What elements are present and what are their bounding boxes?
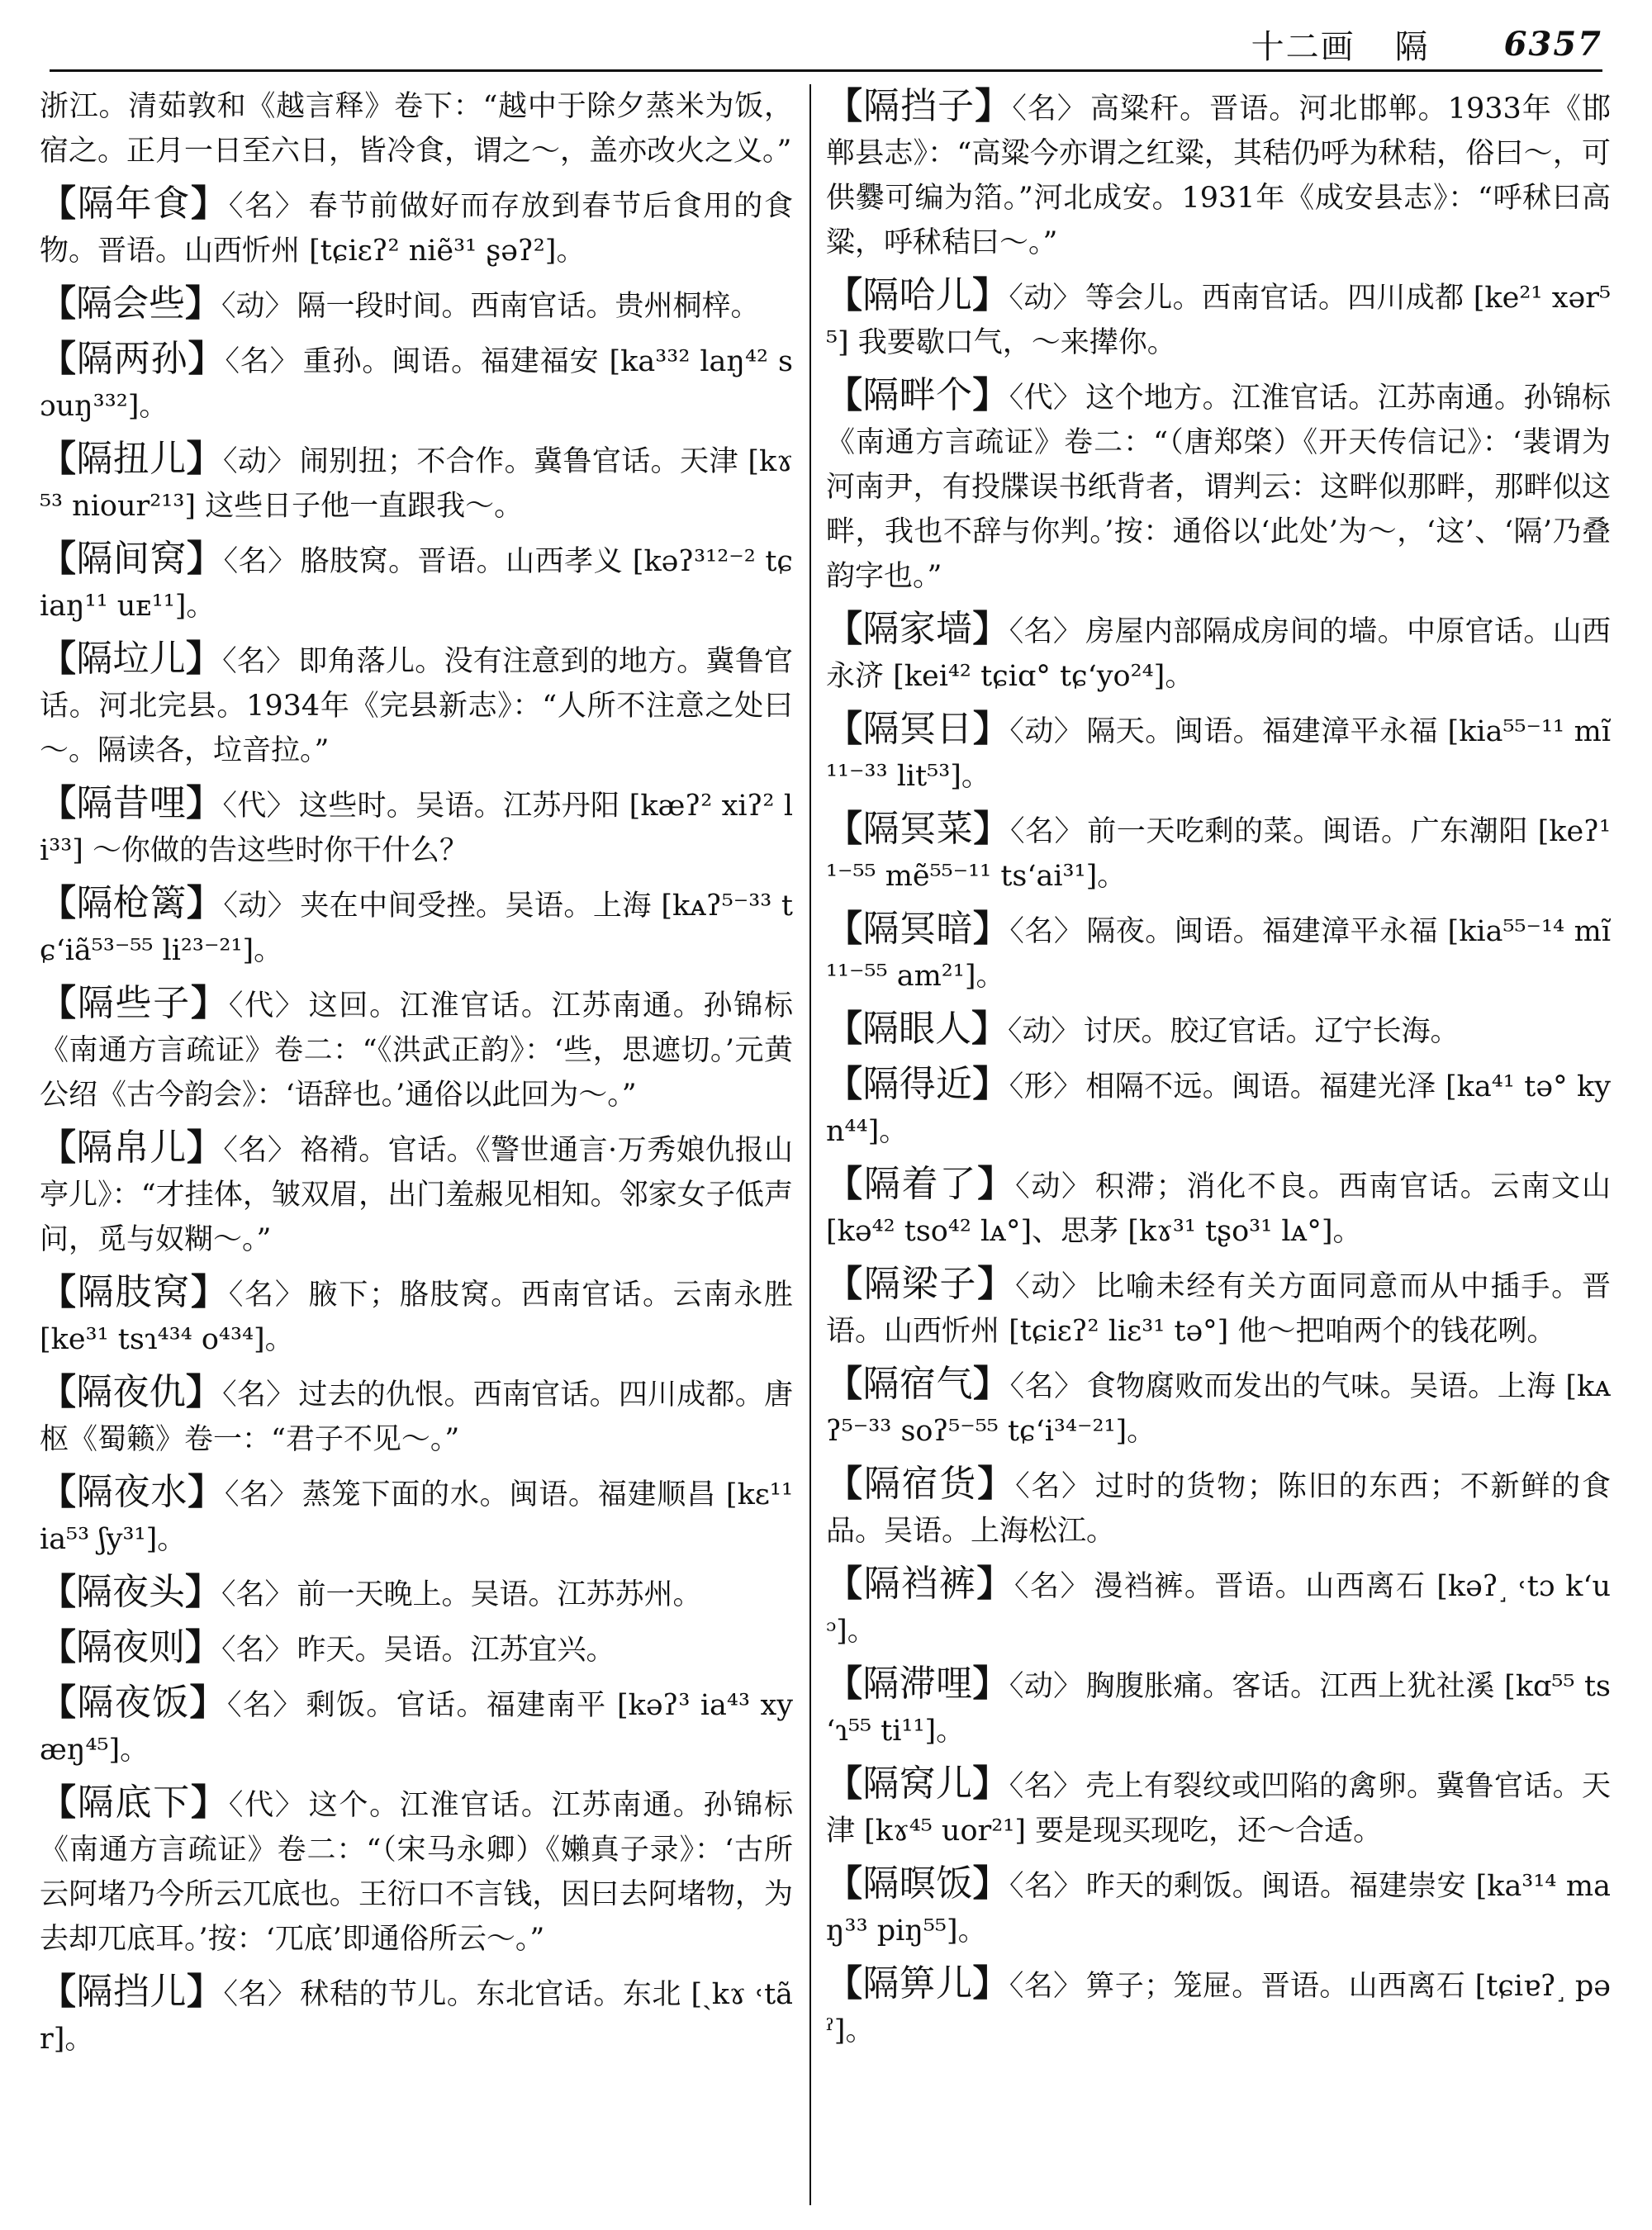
headword-text: 隔窝儿 xyxy=(862,1763,973,1805)
entry-headword xyxy=(40,538,224,580)
dictionary-entry xyxy=(826,707,1611,799)
entry-headword xyxy=(40,282,221,325)
headword-text: 隔夜则 xyxy=(76,1626,185,1668)
bracket-close: 】 xyxy=(976,1563,1014,1605)
definition-text: 隔夜。闽语。福建漳平永福 [kia⁵⁵⁻¹⁴ mĩ¹¹⁻⁵⁵ am²¹]。 xyxy=(826,915,1611,993)
entry-headword xyxy=(40,1571,221,1613)
definition-text: 相隔不远。闽语。福建光泽 [ka⁴¹ tə° kyn⁴⁴]。 xyxy=(826,1070,1611,1148)
part-of-speech: 〈名〉 xyxy=(222,645,296,678)
entry-headword xyxy=(40,1626,221,1668)
bracket-close: 】 xyxy=(186,438,224,480)
entry-headword xyxy=(40,1682,227,1724)
bracket-open: 【 xyxy=(826,1008,862,1050)
dictionary-entry xyxy=(826,1162,1611,1254)
dictionary-entry xyxy=(40,637,793,773)
bracket-open: 【 xyxy=(40,1127,77,1169)
bracket-close: 】 xyxy=(977,1163,1016,1205)
entry-headword xyxy=(826,808,1010,850)
headword-text: 隔枪篱 xyxy=(76,882,187,924)
definition-text: 箅子；笼屉。晋语。山西离石 [tɕiɐʔ˼ pəˀ]。 xyxy=(826,1970,1611,2047)
entry-headword xyxy=(826,908,1009,950)
entry-headword xyxy=(40,1271,229,1313)
dictionary-entry xyxy=(40,337,793,429)
bracket-open: 【 xyxy=(40,1371,77,1413)
bracket-close: 】 xyxy=(191,982,229,1024)
bracket-close: 】 xyxy=(972,908,1010,950)
part-of-speech: 〈动〉 xyxy=(1015,1170,1092,1203)
entry-headword xyxy=(826,1263,1015,1305)
definition-text: 昨天的剩饭。闽语。福建崇安 [ka³¹⁴ maŋ³³ piŋ⁵⁵]。 xyxy=(826,1870,1611,1948)
entry-headword xyxy=(40,1371,222,1413)
part-of-speech: 〈名〉 xyxy=(1014,1570,1091,1603)
part-of-speech: 〈名〉 xyxy=(223,1978,297,2011)
bracket-close: 】 xyxy=(186,782,223,824)
definition-text: 食物腐败而发出的气味。吴语。上海 [kᴀʔ⁵⁻³³ soʔ⁵⁻⁵⁵ tɕʻi³⁴⁻²¹]。 xyxy=(826,1370,1611,1448)
definition-text: 闹别扭；不合作。冀鲁官话。天津 [kɤ⁵³ niour²¹³] 这些日子他一直跟我～。 xyxy=(40,445,793,523)
bracket-open: 【 xyxy=(40,782,77,824)
definition-text: 昨天。吴语。江苏宜兴。 xyxy=(297,1634,615,1667)
bracket-close: 】 xyxy=(973,1363,1010,1405)
definition-text: 这些时。吴语。江苏丹阳 [kæʔ² xiʔ² li³³] ～你做的告这些时你干什么？ xyxy=(40,790,793,867)
bracket-close: 】 xyxy=(185,1571,221,1613)
dictionary-entry xyxy=(826,1462,1611,1554)
definition-text: 过时的货物；陈旧的东西；不新鲜的食品。吴语。上海松江。 xyxy=(826,1470,1611,1548)
headword-text: 隔垃儿 xyxy=(76,638,186,680)
part-of-speech: 〈名〉 xyxy=(1009,1770,1083,1803)
right-entries xyxy=(826,84,1611,2053)
bracket-close: 】 xyxy=(972,608,1009,650)
part-of-speech: 〈名〉 xyxy=(221,1634,294,1667)
definition-text: 剩饭。官话。福建南平 [kəʔ³ ia⁴³ xyæŋ⁴⁵]。 xyxy=(40,1689,793,1767)
definition-text: 前一天晚上。吴语。江苏苏州。 xyxy=(297,1578,702,1611)
bracket-close: 】 xyxy=(191,1782,229,1824)
dictionary-entry xyxy=(40,1370,793,1462)
definition-text: 前一天吃剩的菜。闽语。广东潮阳 [keʔ¹¹⁻⁵⁵ mẽ⁵⁵⁻¹¹ tsʻai³¹]。 xyxy=(826,815,1611,893)
headword-text: 隔年食 xyxy=(77,183,192,225)
bracket-open: 【 xyxy=(40,1782,78,1824)
definition-text: 高粱秆。晋语。河北邯郸。1933年《邯郸县志》：“高粱今亦谓之红粱，其秸仍呼为秫秸，俗曰～，可供爨可编为箔。”河北成安。1931年《成安县志》：“呼秫曰高粱，呼秫秸曰～。” xyxy=(826,93,1611,259)
bracket-open: 【 xyxy=(40,538,77,580)
headword-text: 隔夜仇 xyxy=(76,1371,186,1413)
headword-text: 隔挡儿 xyxy=(76,1971,187,2013)
bracket-close: 】 xyxy=(977,1463,1016,1505)
dictionary-entry xyxy=(40,1126,793,1262)
definition-text: 胳肢窝。晋语。山西孝义 [kəʔ³¹²⁻² tɕiaŋ¹¹ uᴇ¹¹]。 xyxy=(40,545,793,623)
entry-headword xyxy=(826,1663,1009,1705)
part-of-speech: 〈名〉 xyxy=(1015,1470,1092,1503)
headword-text: 隔两孙 xyxy=(76,338,188,380)
definition-text: 过去的仇恨。西南官话。四川成都。唐枢《蜀籁》卷一：“君子不见～。” xyxy=(40,1378,793,1456)
bracket-close: 】 xyxy=(191,1271,229,1313)
definition-text: 隔一段时间。西南官话。贵州桐梓。 xyxy=(297,290,760,323)
definition-text: 讨厌。胶辽官话。辽宁长海。 xyxy=(1083,1015,1460,1048)
page-number: 6357 xyxy=(1503,24,1602,64)
part-of-speech: 〈名〉 xyxy=(222,1378,296,1412)
bracket-open: 【 xyxy=(40,1626,76,1668)
part-of-speech: 〈形〉 xyxy=(1009,1070,1083,1103)
bracket-close: 】 xyxy=(971,1008,1008,1050)
part-of-speech: 〈名〉 xyxy=(1009,615,1083,648)
bracket-open: 【 xyxy=(826,1563,864,1605)
bracket-open: 【 xyxy=(40,982,78,1024)
entry-headword xyxy=(40,1471,225,1513)
bracket-open: 【 xyxy=(40,438,77,480)
part-of-speech: 〈名〉 xyxy=(228,190,306,223)
entry-headword xyxy=(826,85,1012,127)
bracket-open: 【 xyxy=(40,282,76,325)
dictionary-entry xyxy=(40,437,793,529)
definition-text: 等会儿。西南官话。四川成都 [ke²¹ xər⁵⁵] 我要歇口气，～来撵你。 xyxy=(826,282,1611,359)
headword-text: 隔会些 xyxy=(76,282,185,325)
dictionary-entry xyxy=(40,1970,793,2062)
bracket-open: 【 xyxy=(826,1063,863,1105)
entry-headword xyxy=(40,982,229,1024)
dictionary-entry xyxy=(826,607,1611,699)
headword-text: 隔宿气 xyxy=(862,1363,974,1405)
part-of-speech: 〈名〉 xyxy=(228,1279,306,1312)
right-column xyxy=(826,84,1611,2213)
headword-text: 隔夜饭 xyxy=(77,1682,190,1724)
part-of-speech: 〈动〉 xyxy=(1009,282,1082,315)
part-of-speech: 〈名〉 xyxy=(226,1689,303,1722)
part-of-speech: 〈名〉 xyxy=(1009,1970,1083,2003)
dictionary-entry xyxy=(826,1762,1611,1853)
bracket-open: 【 xyxy=(826,1463,864,1505)
dictionary-entry xyxy=(826,1362,1611,1454)
part-of-speech: 〈名〉 xyxy=(223,1134,297,1167)
definition-text: 重孙。闽语。福建福安 [ka³³² laŋ⁴² sɔuŋ³³²]。 xyxy=(40,345,793,423)
definition-text: 壳上有裂纹或凹陷的禽卵。冀鲁官话。天津 [kɤ⁴⁵ uor²¹] 要是现买现吃，还～合适。 xyxy=(826,1770,1611,1848)
headword-text: 隔昔哩 xyxy=(76,782,187,824)
entry-headword xyxy=(826,1163,1015,1205)
dictionary-entry xyxy=(826,807,1611,899)
dictionary-entry xyxy=(826,1962,1611,2053)
part-of-speech: 〈动〉 xyxy=(223,445,297,478)
bracket-open: 【 xyxy=(40,882,77,924)
bracket-open: 【 xyxy=(826,608,863,650)
definition-text: 比喻未经有关方面同意而从中插手。晋语。山西忻州 [tɕiɛʔ² liɛ³¹ tə°] 他～把咱两个的钱花咧。 xyxy=(826,1270,1611,1348)
dictionary-entry xyxy=(40,1270,793,1362)
definition-text: 胸腹胀痛。客话。江西上犹社溪 [kɑ⁵⁵ tsʻɿ⁵⁵ ti¹¹]。 xyxy=(826,1670,1611,1748)
part-of-speech: 〈名〉 xyxy=(1009,815,1085,848)
column-divider xyxy=(809,84,811,2205)
dictionary-entry xyxy=(40,1681,793,1772)
bracket-open: 【 xyxy=(40,338,77,380)
headword-text: 隔暝饭 xyxy=(862,1862,973,1905)
left-entries xyxy=(40,182,793,2062)
bracket-close: 】 xyxy=(972,1663,1009,1705)
headword-text: 隔箅儿 xyxy=(862,1962,973,2005)
part-of-speech: 〈名〉 xyxy=(1009,915,1084,948)
bracket-close: 】 xyxy=(972,374,1009,416)
headword-text: 隔滞哩 xyxy=(862,1663,973,1705)
part-of-speech: 〈代〉 xyxy=(228,989,306,1022)
entry-headword xyxy=(40,183,229,225)
bracket-close: 】 xyxy=(972,1962,1009,2005)
bracket-open: 【 xyxy=(826,274,863,316)
dictionary-entry xyxy=(826,84,1611,265)
running-head xyxy=(50,18,1602,72)
bracket-open: 【 xyxy=(40,1971,77,2013)
headword-text: 隔冥日 xyxy=(862,708,973,750)
entry-headword xyxy=(826,708,1009,750)
bracket-close: 】 xyxy=(188,338,225,380)
part-of-speech: 〈动〉 xyxy=(1009,715,1084,748)
bracket-open: 【 xyxy=(826,1263,864,1305)
part-of-speech: 〈名〉 xyxy=(223,545,297,578)
bracket-close: 】 xyxy=(187,538,224,580)
headword-text: 隔家墙 xyxy=(862,608,973,650)
bracket-open: 【 xyxy=(826,1363,863,1405)
bracket-close: 】 xyxy=(185,638,223,680)
headword-text: 隔底下 xyxy=(77,1782,192,1824)
headword-text: 隔眼人 xyxy=(862,1008,971,1050)
bracket-close: 】 xyxy=(189,1682,227,1724)
part-of-speech: 〈动〉 xyxy=(1015,1270,1092,1303)
bracket-open: 【 xyxy=(826,908,863,950)
dictionary-entry xyxy=(40,1781,793,1962)
bracket-open: 【 xyxy=(826,1663,863,1705)
bracket-open: 【 xyxy=(826,1763,863,1805)
bracket-close: 】 xyxy=(188,1471,225,1513)
definition-text: 房屋内部隔成房间的墙。中原官话。山西永济 [kei⁴² tɕiɑ° tɕʻyo²⁴]。 xyxy=(826,615,1611,693)
dictionary-entry xyxy=(826,907,1611,999)
headword-text: 隔裆裤 xyxy=(863,1563,977,1605)
entry-headword xyxy=(826,274,1009,316)
dictionary-entry xyxy=(826,1062,1611,1154)
bracket-open: 【 xyxy=(826,808,863,850)
entry-headword xyxy=(40,438,223,480)
section-label: 十二画 xyxy=(1251,27,1355,66)
entry-headword xyxy=(40,882,223,924)
headword-text: 隔宿货 xyxy=(863,1463,978,1505)
definition-text: 春节前做好而存放到春节后食用的食物。晋语。山西忻州 [tɕiɛʔ² niẽ³¹ ʂəʔ²]。 xyxy=(40,190,793,268)
dictionary-entry xyxy=(826,1662,1611,1753)
entry-headword xyxy=(40,1971,223,2013)
entry-headword xyxy=(826,1763,1009,1805)
part-of-speech: 〈名〉 xyxy=(221,1578,294,1611)
definition-text: 这个地方。江淮官话。江苏南通。孙锦标《南通方言疏证》卷二：“（唐郑棨）《开天传信记》：‘裴谓为河南尹，有投牒误书纸背者，谓判云：这畔似那畔，那畔似这畔，我也不辞与你判。’按：通俗以‘此处’为～，‘这’、‘隔’乃叠韵字也。” xyxy=(826,382,1611,593)
bracket-close: 】 xyxy=(972,1063,1009,1105)
entry-headword xyxy=(826,1063,1009,1105)
bracket-close: 】 xyxy=(186,882,224,924)
bracket-close: 】 xyxy=(975,85,1013,127)
left-column xyxy=(40,84,793,2213)
headword-text: 隔夜水 xyxy=(76,1471,188,1513)
dictionary-entry xyxy=(40,781,793,873)
part-of-speech: 〈代〉 xyxy=(228,1789,306,1822)
bracket-open: 【 xyxy=(40,183,78,225)
headword-text: 隔些子 xyxy=(77,982,192,1024)
headword-text: 隔夜头 xyxy=(76,1571,185,1613)
dictionary-entry xyxy=(40,1570,793,1617)
headword-text: 隔哈儿 xyxy=(862,274,973,316)
headword-text: 隔着了 xyxy=(863,1163,978,1205)
part-of-speech: 〈名〉 xyxy=(225,345,300,378)
bracket-open: 【 xyxy=(40,1271,78,1313)
bracket-open: 【 xyxy=(826,1163,864,1205)
entry-headword xyxy=(40,1782,229,1824)
headword-text: 隔冥菜 xyxy=(862,808,974,850)
entry-headword xyxy=(40,638,222,680)
part-of-speech: 〈名〉 xyxy=(1012,93,1087,126)
dictionary-entry xyxy=(826,1862,1611,1953)
headword-text: 隔扭儿 xyxy=(76,438,187,480)
part-of-speech: 〈动〉 xyxy=(1008,1015,1080,1048)
bracket-close: 】 xyxy=(972,274,1009,316)
headword-text: 隔肢窝 xyxy=(77,1271,192,1313)
part-of-speech: 〈代〉 xyxy=(1009,382,1083,415)
entry-headword xyxy=(826,1008,1008,1050)
bracket-close: 】 xyxy=(972,1862,1010,1905)
dictionary-entry xyxy=(826,273,1611,365)
bracket-close: 】 xyxy=(973,808,1010,850)
dictionary-entry xyxy=(40,282,793,329)
definition-text: 蒸笼下面的水。闽语。福建顺昌 [kɛ¹¹ ia⁵³ ʃy³¹]。 xyxy=(40,1478,793,1556)
dictionary-entry xyxy=(40,881,793,973)
headword-text: 隔畔个 xyxy=(862,374,973,416)
bracket-close: 】 xyxy=(972,708,1010,750)
dictionary-entry xyxy=(826,1562,1611,1654)
part-of-speech: 〈动〉 xyxy=(223,890,297,923)
bracket-close: 】 xyxy=(977,1263,1016,1305)
entry-headword xyxy=(40,782,223,824)
dictionary-entry xyxy=(40,1470,793,1562)
bracket-close: 】 xyxy=(185,1371,223,1413)
bracket-open: 【 xyxy=(826,1962,863,2005)
entry-headword xyxy=(826,1363,1010,1405)
part-of-speech: 〈动〉 xyxy=(1009,1670,1083,1703)
dictionary-entry xyxy=(826,1262,1611,1354)
bracket-close: 】 xyxy=(191,183,229,225)
definition-text: 这回。江淮官话。江苏南通。孙锦标《南通方言疏证》卷二：“《洪武正韵》：‘些，思遮切。’元黄公绍《古今韵会》：‘语辞也。’通俗以此回为～。” xyxy=(40,989,793,1112)
bracket-close: 】 xyxy=(186,1127,224,1169)
bracket-close: 】 xyxy=(186,1971,224,2013)
bracket-open: 【 xyxy=(40,638,77,680)
dictionary-entry xyxy=(40,981,793,1117)
part-of-speech: 〈名〉 xyxy=(224,1478,299,1511)
entry-headword xyxy=(826,1463,1015,1505)
entry-headword xyxy=(40,338,225,380)
headword-text: 隔间窝 xyxy=(76,538,188,580)
part-of-speech: 〈名〉 xyxy=(1009,1870,1083,1903)
headword-text: 隔帛儿 xyxy=(76,1127,187,1169)
definition-text: 漫裆裤。晋语。山西离石 [kəʔ˼ ˓tɔ kʻuᵓ]。 xyxy=(826,1570,1611,1648)
head-character: 隔 xyxy=(1394,27,1430,66)
part-of-speech: 〈动〉 xyxy=(221,290,294,323)
bracket-open: 【 xyxy=(40,1471,77,1513)
definition-text: 这个。江淮官话。江苏南通。孙锦标《南通方言疏证》卷二：“（宋马永卿）《嬾真子录》：‘古所云阿堵乃今所云兀底也。王衍口不言钱，因曰去阿堵物，为去却兀底耳。’按：‘兀底’即通俗所云～。” xyxy=(40,1789,793,1956)
dictionary-entry xyxy=(826,373,1611,599)
definition-text: 秫秸的节儿。东北官话。东北 [ˏkɤ ˓tãr]。 xyxy=(40,1978,793,2056)
dictionary-entry xyxy=(40,182,793,273)
definition-text: 袼褙。官话。《警世通言·万秀娘仇报山亭儿》：“才挂体，皱双眉，出门羞赧见相知。邻家女子低声问，觅与奴糊～。” xyxy=(40,1134,793,1256)
headword-text: 隔冥暗 xyxy=(862,908,973,950)
bracket-open: 【 xyxy=(826,374,863,416)
definition-text: 腋下；胳肢窝。西南官话。云南永胜 [ke³¹ tsɿ⁴³⁴ o⁴³⁴]。 xyxy=(40,1279,793,1356)
entry-headword xyxy=(826,1962,1009,2005)
bracket-close: 】 xyxy=(972,1763,1009,1805)
dictionary-entry xyxy=(40,1625,793,1672)
dictionary-entry xyxy=(826,1007,1611,1054)
entry-headword xyxy=(826,374,1009,416)
headword-text: 隔挡子 xyxy=(863,85,976,127)
bracket-open: 【 xyxy=(40,1571,76,1613)
bracket-open: 【 xyxy=(826,708,863,750)
part-of-speech: 〈名〉 xyxy=(1009,1370,1084,1403)
definition-text: 夹在中间受挫。吴语。上海 [kᴀʔ⁵⁻³³ tɕʻiã⁵³⁻⁵⁵ li²³⁻²¹]。 xyxy=(40,890,793,967)
entry-headword xyxy=(826,1563,1014,1605)
definition-text: 积滞；消化不良。西南官话。云南文山 [kə⁴² tso⁴² lᴀ°]、思茅 [kɤ³¹ tʂo³¹ lᴀ°]。 xyxy=(826,1170,1611,1248)
entry-headword xyxy=(826,1862,1009,1905)
headword-text: 隔梁子 xyxy=(863,1263,978,1305)
part-of-speech: 〈代〉 xyxy=(222,790,296,823)
bracket-open: 【 xyxy=(826,85,864,127)
bracket-close: 】 xyxy=(185,282,221,325)
headword-text: 隔得近 xyxy=(862,1063,973,1105)
bracket-close: 】 xyxy=(185,1626,221,1668)
continued-entry-text: 浙江。清茹敦和《越言释》卷下：“越中于除夕蒸米为饭，宿之。正月一日至六日，皆冷食，谓之～，盖亦改火之义。” xyxy=(40,90,793,168)
definition-text: 即角落儿。没有注意到的地方。冀鲁官话。河北完县。1934年《完县新志》：“人所不注意之处曰～。隔读各，垃音拉。” xyxy=(40,645,793,767)
bracket-open: 【 xyxy=(826,1862,863,1905)
dictionary-entry xyxy=(40,537,793,629)
entry-headword xyxy=(826,608,1009,650)
definition-text: 隔天。闽语。福建漳平永福 [kia⁵⁵⁻¹¹ mĩ¹¹⁻³³ lit⁵³]。 xyxy=(826,715,1611,793)
bracket-open: 【 xyxy=(40,1682,78,1724)
entry-headword xyxy=(40,1127,223,1169)
